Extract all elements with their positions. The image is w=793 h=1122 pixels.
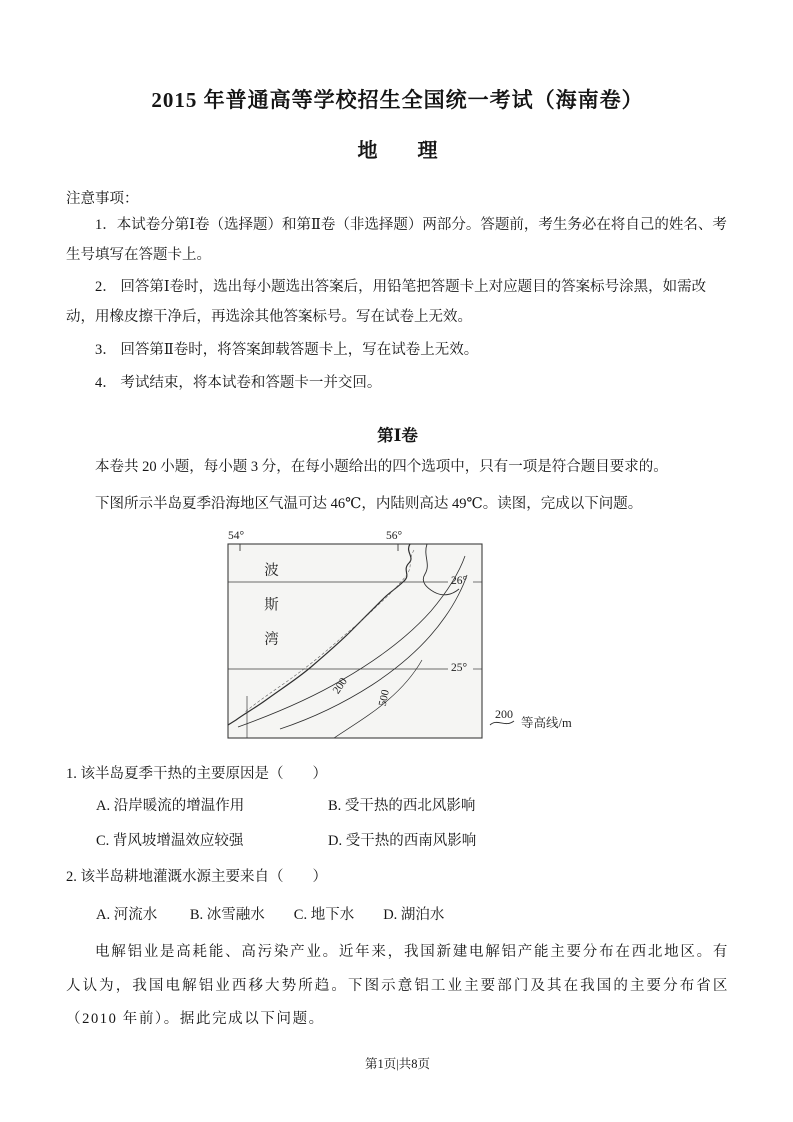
notice-heading: 注意事项：	[66, 191, 139, 207]
page-footer: 第1页|共8页	[364, 1057, 430, 1072]
map-contour-200-label: 200	[330, 675, 350, 696]
section-intro: 本卷共 20 小题，每小题 3 分，在每小题给出的四个选项中，只有一项是符合题目要求的。	[95, 459, 668, 476]
question-2-text: 2. 该半岛耕地灌溉水源主要来自（ ）	[66, 869, 327, 886]
section-title: 第Ⅰ卷	[377, 426, 418, 446]
question-1-options	[66, 795, 586, 853]
question-2-options: A. 河流水 B. 冰雪融水 C. 地下水 D. 湖泊水	[96, 907, 445, 924]
map-sea-name-persian-gulf: 波斯湾	[262, 561, 278, 666]
question-1-option-d: D. 受干热的西南风影响	[328, 832, 477, 849]
question-1-option-c: C. 背风坡增温效应较强	[96, 832, 244, 849]
subject-title: 地 理	[357, 140, 438, 162]
aluminum-industry-paragraph: 电解铝业是高耗能、高污染产业。近年来，我国新建电解铝产能主要分布在西北地区。有人认为，我国电解铝业西移大势所趋。下图示意铝工业主要部门及其在我国的主要分布省区（2010 年前）。据此完成以下问题。	[66, 944, 729, 1027]
question-1-option-a: A. 沿岸暖流的增温作用	[96, 797, 245, 814]
notice-item-1: 1．本试卷分第Ⅰ卷（选择题）和第Ⅱ卷（非选择题）两部分。答题前，考生务必在将自己的姓名、考生号填写在答题卡上。	[66, 217, 727, 263]
notice-item-3: 3． 回答第Ⅱ卷时，将答案卸载答题卡上，写在试卷上无效。	[95, 341, 479, 358]
map-figure	[214, 528, 594, 750]
map-latitude-26-label: 26°	[451, 574, 468, 587]
figure1-intro: 下图所示半岛夏季沿海地区气温可达 46℃，内陆则高达 49℃。读图，完成以下问题。	[95, 496, 643, 513]
map-longitude-54-label: 54°	[228, 529, 245, 542]
map-longitude-56-label: 56°	[386, 529, 403, 542]
map-latitude-25-label: 25°	[451, 661, 468, 674]
map-contour-500-label: 500	[376, 688, 392, 708]
notice-item-4: 4． 考试结束，将本试卷和答题卡一并交回。	[95, 374, 382, 391]
question-1-option-b: B. 受干热的西北风影响	[328, 797, 476, 814]
legend-contour-label: 等高线/m	[521, 715, 572, 730]
notice-item-2: 2． 回答第Ⅰ卷时，选出每小题选出答案后，用铅笔把答题卡上对应题目的答案标号涂黑，如需改动，用橡皮擦干净后，再选涂其他答案标号。写在试卷上无效。	[66, 279, 707, 326]
page-title: 2015 年普通高等学校招生全国统一考试（海南卷）	[151, 88, 644, 112]
question-1-text: 1. 该半岛夏季干热的主要原因是（ ）	[66, 765, 327, 782]
legend-contour-value: 200	[495, 706, 513, 721]
